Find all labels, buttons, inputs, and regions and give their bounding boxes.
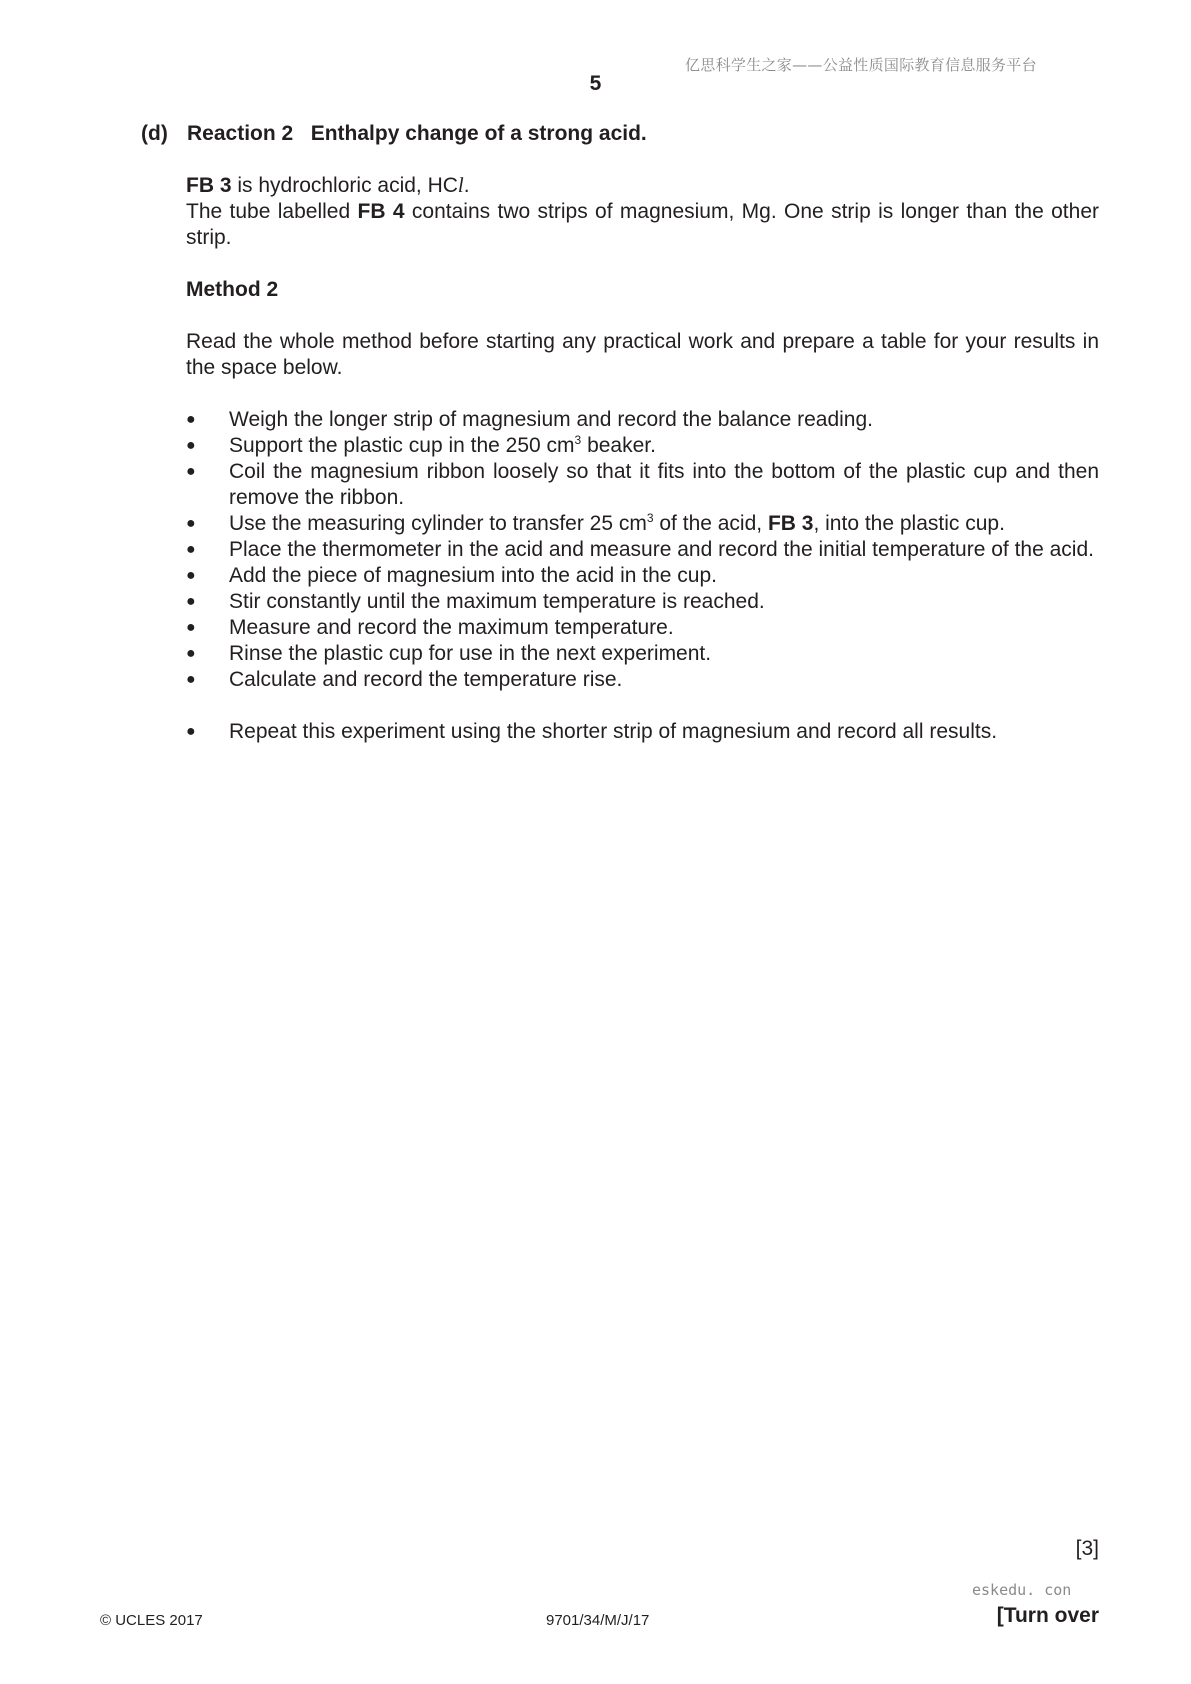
superscript: 3 bbox=[574, 433, 582, 447]
question-title: Reaction 2 Enthalpy change of a strong acid. bbox=[187, 122, 647, 145]
step-text-end: beaker. bbox=[581, 434, 656, 457]
step-text: Use the measuring cylinder to transfer 25 cm bbox=[229, 512, 647, 535]
method-step: ● Measure and record the maximum temperature. bbox=[186, 615, 1099, 641]
method-step: ● Place the thermometer in the acid and measure and record the initial temperature of the acid. bbox=[186, 537, 1099, 563]
method-steps bbox=[186, 407, 1099, 693]
chlorine-symbol: l bbox=[457, 173, 464, 197]
fb4-pre: The tube labelled bbox=[186, 200, 358, 223]
method-step bbox=[186, 511, 1099, 537]
fb4-label: FB 4 bbox=[357, 200, 405, 223]
marks-allocation: [3] bbox=[1075, 1537, 1099, 1560]
fb3-text: is hydrochloric acid, HC bbox=[231, 174, 458, 197]
fb3-end: . bbox=[463, 174, 470, 197]
method-step bbox=[186, 433, 1099, 459]
question-part-label: (d) bbox=[141, 122, 168, 145]
fb3-ref: FB 3 bbox=[767, 512, 814, 535]
page-number: 5 bbox=[589, 72, 602, 95]
turn-over: [Turn over bbox=[996, 1604, 1099, 1627]
repeat-step: ● Repeat this experiment using the shorter strip of magnesium and record all results. bbox=[186, 719, 1099, 745]
paper-code: 9701/34/M/J/17 bbox=[546, 1612, 650, 1629]
method-step: ● Coil the magnesium ribbon loosely so that it fits into the bottom of the plastic cup and then remove the ribbon. bbox=[186, 459, 1099, 511]
watermark-header: 亿思科学生之家——公益性质国际教育信息服务平台 bbox=[685, 56, 1037, 74]
watermark-footer: eskedu. con bbox=[972, 1581, 1072, 1599]
copyright: © UCLES 2017 bbox=[100, 1612, 203, 1629]
fb3-description bbox=[186, 172, 1099, 199]
method-step: ● Rinse the plastic cup for use in the next experiment. bbox=[186, 641, 1099, 667]
fb4-description bbox=[186, 199, 1099, 251]
fb3-label: FB 3 bbox=[186, 174, 232, 197]
method-heading: Method 2 bbox=[186, 278, 279, 301]
method-step: ● Calculate and record the temperature rise. bbox=[186, 667, 1099, 693]
step-text: Support the plastic cup in the 250 cm bbox=[229, 434, 575, 457]
repeat-step-list bbox=[186, 719, 1099, 745]
method-instruction: Read the whole method before starting any practical work and prepare a table for your results in the space below. bbox=[186, 330, 1099, 379]
step-text-end: , into the plastic cup. bbox=[813, 512, 1005, 535]
fb4-post: contains two strips of magnesium, Mg. One strip is longer than the other strip. bbox=[186, 200, 1099, 249]
question-heading bbox=[141, 122, 647, 146]
question-body bbox=[186, 172, 1099, 745]
method-step: ● Weigh the longer strip of magnesium and record the balance reading. bbox=[186, 407, 1099, 433]
method-step: ● Add the piece of magnesium into the acid in the cup. bbox=[186, 563, 1099, 589]
step-text-mid: of the acid, bbox=[653, 512, 768, 535]
superscript: 3 bbox=[646, 511, 654, 525]
method-step: ● Stir constantly until the maximum temperature is reached. bbox=[186, 589, 1099, 615]
